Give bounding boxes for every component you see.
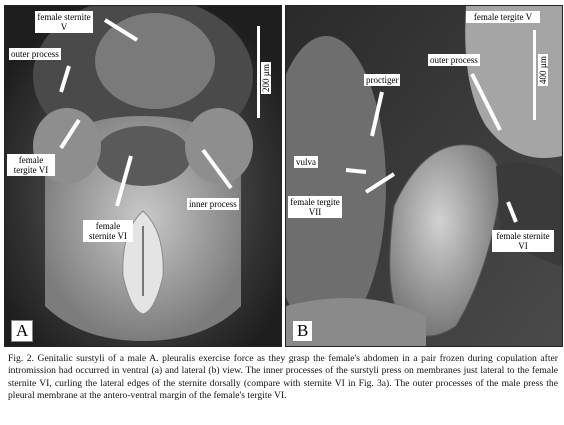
panel-b xyxy=(285,5,563,347)
label-outer-process: outer process xyxy=(11,49,59,59)
label-proctiger: proctiger xyxy=(366,75,399,85)
label-female-tergite-v: female tergite V xyxy=(466,11,540,23)
panel-letter-a: A xyxy=(11,320,33,342)
label-female-sternite-vi: female sternite VI xyxy=(83,220,133,242)
label-female-tergite-vi: female tergite VI xyxy=(7,154,55,176)
label-female-sternite-v: female sternite V xyxy=(35,11,93,33)
label-female-tergite-vii: female tergite VII xyxy=(288,196,342,218)
label-outer-process: outer process xyxy=(430,55,478,65)
figure-caption: Fig. 2. Genitalic surstyli of a male A. pleuralis exercise force as they grasp the female's abdomen in a pair frozen during copulation after intromission had occurred in ventral (a) and lateral (b) view. The inner processes of the surstyli press on membranes just lateral to the female sternite VI, curling the lateral edges of the sternite dorsally (compare with sternite VI in Fig. 3a). The outer processes of the male press the pleural membrane at the antero-ventral margin of the female's tergite VI. xyxy=(8,353,558,402)
panel-a xyxy=(4,5,282,347)
scale-label-a: 200 µm xyxy=(261,64,271,92)
sem-image-b xyxy=(286,6,562,346)
label-vulva: vulva xyxy=(296,157,316,167)
scale-label-b: 400 µm xyxy=(538,56,548,84)
label-inner-process: inner process xyxy=(189,199,237,209)
panel-letter-b: B xyxy=(292,320,313,342)
label-female-sternite-vi: female sternite VI xyxy=(492,230,554,252)
